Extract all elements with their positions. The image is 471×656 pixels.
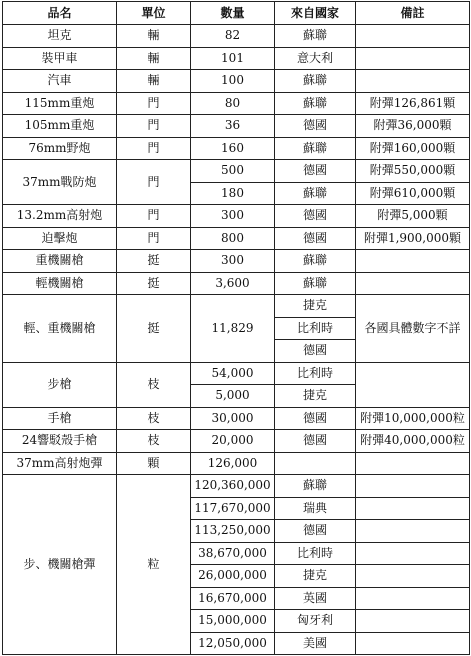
item-country: 英國 [275, 587, 356, 610]
weapons-table [2, 1, 470, 655]
item-note [356, 362, 470, 407]
item-name: 76mm野炮 [3, 137, 117, 160]
item-country: 蘇聯 [275, 182, 356, 205]
item-quantity: 30,000 [191, 407, 275, 430]
item-unit: 枝 [117, 362, 191, 407]
item-note [356, 47, 470, 70]
item-quantity: 180 [191, 182, 275, 205]
item-name: 24響駁殼手槍 [3, 430, 117, 453]
item-note [356, 475, 470, 498]
item-quantity: 36 [191, 115, 275, 138]
item-country: 德國 [275, 520, 356, 543]
item-country: 德國 [275, 115, 356, 138]
item-quantity: 38,670,000 [191, 542, 275, 565]
table-row [3, 475, 470, 498]
header-row [3, 2, 470, 25]
item-country: 捷克 [275, 295, 356, 318]
item-name: 手槍 [3, 407, 117, 430]
table-row [3, 70, 470, 93]
item-note [356, 497, 470, 520]
item-country: 比利時 [275, 317, 356, 340]
item-note: 附彈1,900,000顆 [356, 227, 470, 250]
item-note: 附彈10,000,000粒 [356, 407, 470, 430]
table-row [3, 295, 470, 318]
item-note [356, 250, 470, 273]
item-quantity: 11,829 [191, 295, 275, 363]
item-unit: 門 [117, 115, 191, 138]
item-quantity: 113,250,000 [191, 520, 275, 543]
item-name: 輕、重機關槍 [3, 295, 117, 363]
item-note [356, 610, 470, 633]
table-row [3, 272, 470, 295]
table-row [3, 137, 470, 160]
item-quantity: 80 [191, 92, 275, 115]
item-country: 蘇聯 [275, 25, 356, 48]
item-quantity: 300 [191, 205, 275, 228]
item-quantity: 117,670,000 [191, 497, 275, 520]
item-unit: 門 [117, 160, 191, 205]
item-note: 附彈550,000顆 [356, 160, 470, 183]
item-quantity: 15,000,000 [191, 610, 275, 633]
item-country: 德國 [275, 160, 356, 183]
item-note [356, 520, 470, 543]
item-quantity: 5,000 [191, 385, 275, 408]
item-country: 比利時 [275, 542, 356, 565]
item-name: 37mm戰防炮 [3, 160, 117, 205]
item-name: 步槍 [3, 362, 117, 407]
item-unit: 門 [117, 205, 191, 228]
item-quantity: 800 [191, 227, 275, 250]
item-unit: 挺 [117, 250, 191, 273]
item-name: 汽車 [3, 70, 117, 93]
item-note [356, 587, 470, 610]
item-quantity: 500 [191, 160, 275, 183]
item-note: 附彈36,000顆 [356, 115, 470, 138]
item-quantity: 160 [191, 137, 275, 160]
item-country: 捷克 [275, 565, 356, 588]
item-name: 13.2mm高射炮 [3, 205, 117, 228]
item-note: 附彈40,000,000粒 [356, 430, 470, 453]
item-note: 各國具體數字不詳 [356, 295, 470, 363]
header-name: 品名 [3, 2, 117, 25]
item-unit: 門 [117, 137, 191, 160]
item-name: 105mm重炮 [3, 115, 117, 138]
item-quantity: 100 [191, 70, 275, 93]
item-unit: 門 [117, 92, 191, 115]
item-quantity: 82 [191, 25, 275, 48]
item-note [356, 70, 470, 93]
item-country: 捷克 [275, 385, 356, 408]
item-quantity: 126,000 [191, 452, 275, 475]
item-country: 德國 [275, 407, 356, 430]
item-country: 德國 [275, 430, 356, 453]
header-note: 備註 [356, 2, 470, 25]
item-country: 蘇聯 [275, 92, 356, 115]
item-country: 德國 [275, 340, 356, 363]
table-row [3, 430, 470, 453]
item-country: 蘇聯 [275, 70, 356, 93]
table-row [3, 92, 470, 115]
table-row [3, 407, 470, 430]
item-note [356, 272, 470, 295]
item-quantity: 3,600 [191, 272, 275, 295]
item-unit: 輛 [117, 47, 191, 70]
item-name: 迫擊炮 [3, 227, 117, 250]
table-row [3, 160, 470, 183]
item-quantity: 16,670,000 [191, 587, 275, 610]
table-row [3, 205, 470, 228]
item-unit: 顆 [117, 452, 191, 475]
item-unit: 挺 [117, 295, 191, 363]
item-quantity: 12,050,000 [191, 632, 275, 655]
item-country: 匈牙利 [275, 610, 356, 633]
item-name: 輕機關槍 [3, 272, 117, 295]
item-country: 比利時 [275, 362, 356, 385]
item-note [356, 25, 470, 48]
header-country: 來自國家 [275, 2, 356, 25]
table-row [3, 25, 470, 48]
item-country: 蘇聯 [275, 250, 356, 273]
item-note: 附彈5,000顆 [356, 205, 470, 228]
item-unit: 挺 [117, 272, 191, 295]
table-row [3, 47, 470, 70]
header-unit: 單位 [117, 2, 191, 25]
table-row [3, 250, 470, 273]
item-country: 蘇聯 [275, 137, 356, 160]
item-quantity: 101 [191, 47, 275, 70]
item-country: 德國 [275, 205, 356, 228]
item-quantity: 300 [191, 250, 275, 273]
table-row [3, 452, 470, 475]
item-unit: 粒 [117, 475, 191, 655]
item-unit: 枝 [117, 407, 191, 430]
item-country: 德國 [275, 227, 356, 250]
item-unit: 門 [117, 227, 191, 250]
item-name: 坦克 [3, 25, 117, 48]
item-unit: 輛 [117, 70, 191, 93]
item-country: 美國 [275, 632, 356, 655]
item-name: 裝甲車 [3, 47, 117, 70]
item-quantity: 120,360,000 [191, 475, 275, 498]
item-country: 瑞典 [275, 497, 356, 520]
item-country [275, 452, 356, 475]
item-unit: 枝 [117, 430, 191, 453]
item-country: 蘇聯 [275, 475, 356, 498]
item-note: 附彈610,000顆 [356, 182, 470, 205]
item-note: 附彈160,000顆 [356, 137, 470, 160]
table-row [3, 362, 470, 385]
header-quantity: 數量 [191, 2, 275, 25]
item-name: 重機關槍 [3, 250, 117, 273]
item-name: 37mm高射炮彈 [3, 452, 117, 475]
item-name: 115mm重炮 [3, 92, 117, 115]
item-quantity: 54,000 [191, 362, 275, 385]
item-note [356, 565, 470, 588]
item-note [356, 542, 470, 565]
item-country: 意大利 [275, 47, 356, 70]
item-quantity: 20,000 [191, 430, 275, 453]
item-note: 附彈126,861顆 [356, 92, 470, 115]
item-note [356, 632, 470, 655]
item-note [356, 452, 470, 475]
item-quantity: 26,000,000 [191, 565, 275, 588]
item-name: 步、機關槍彈 [3, 475, 117, 655]
table-row [3, 227, 470, 250]
item-country: 蘇聯 [275, 272, 356, 295]
table-row [3, 115, 470, 138]
item-unit: 輛 [117, 25, 191, 48]
